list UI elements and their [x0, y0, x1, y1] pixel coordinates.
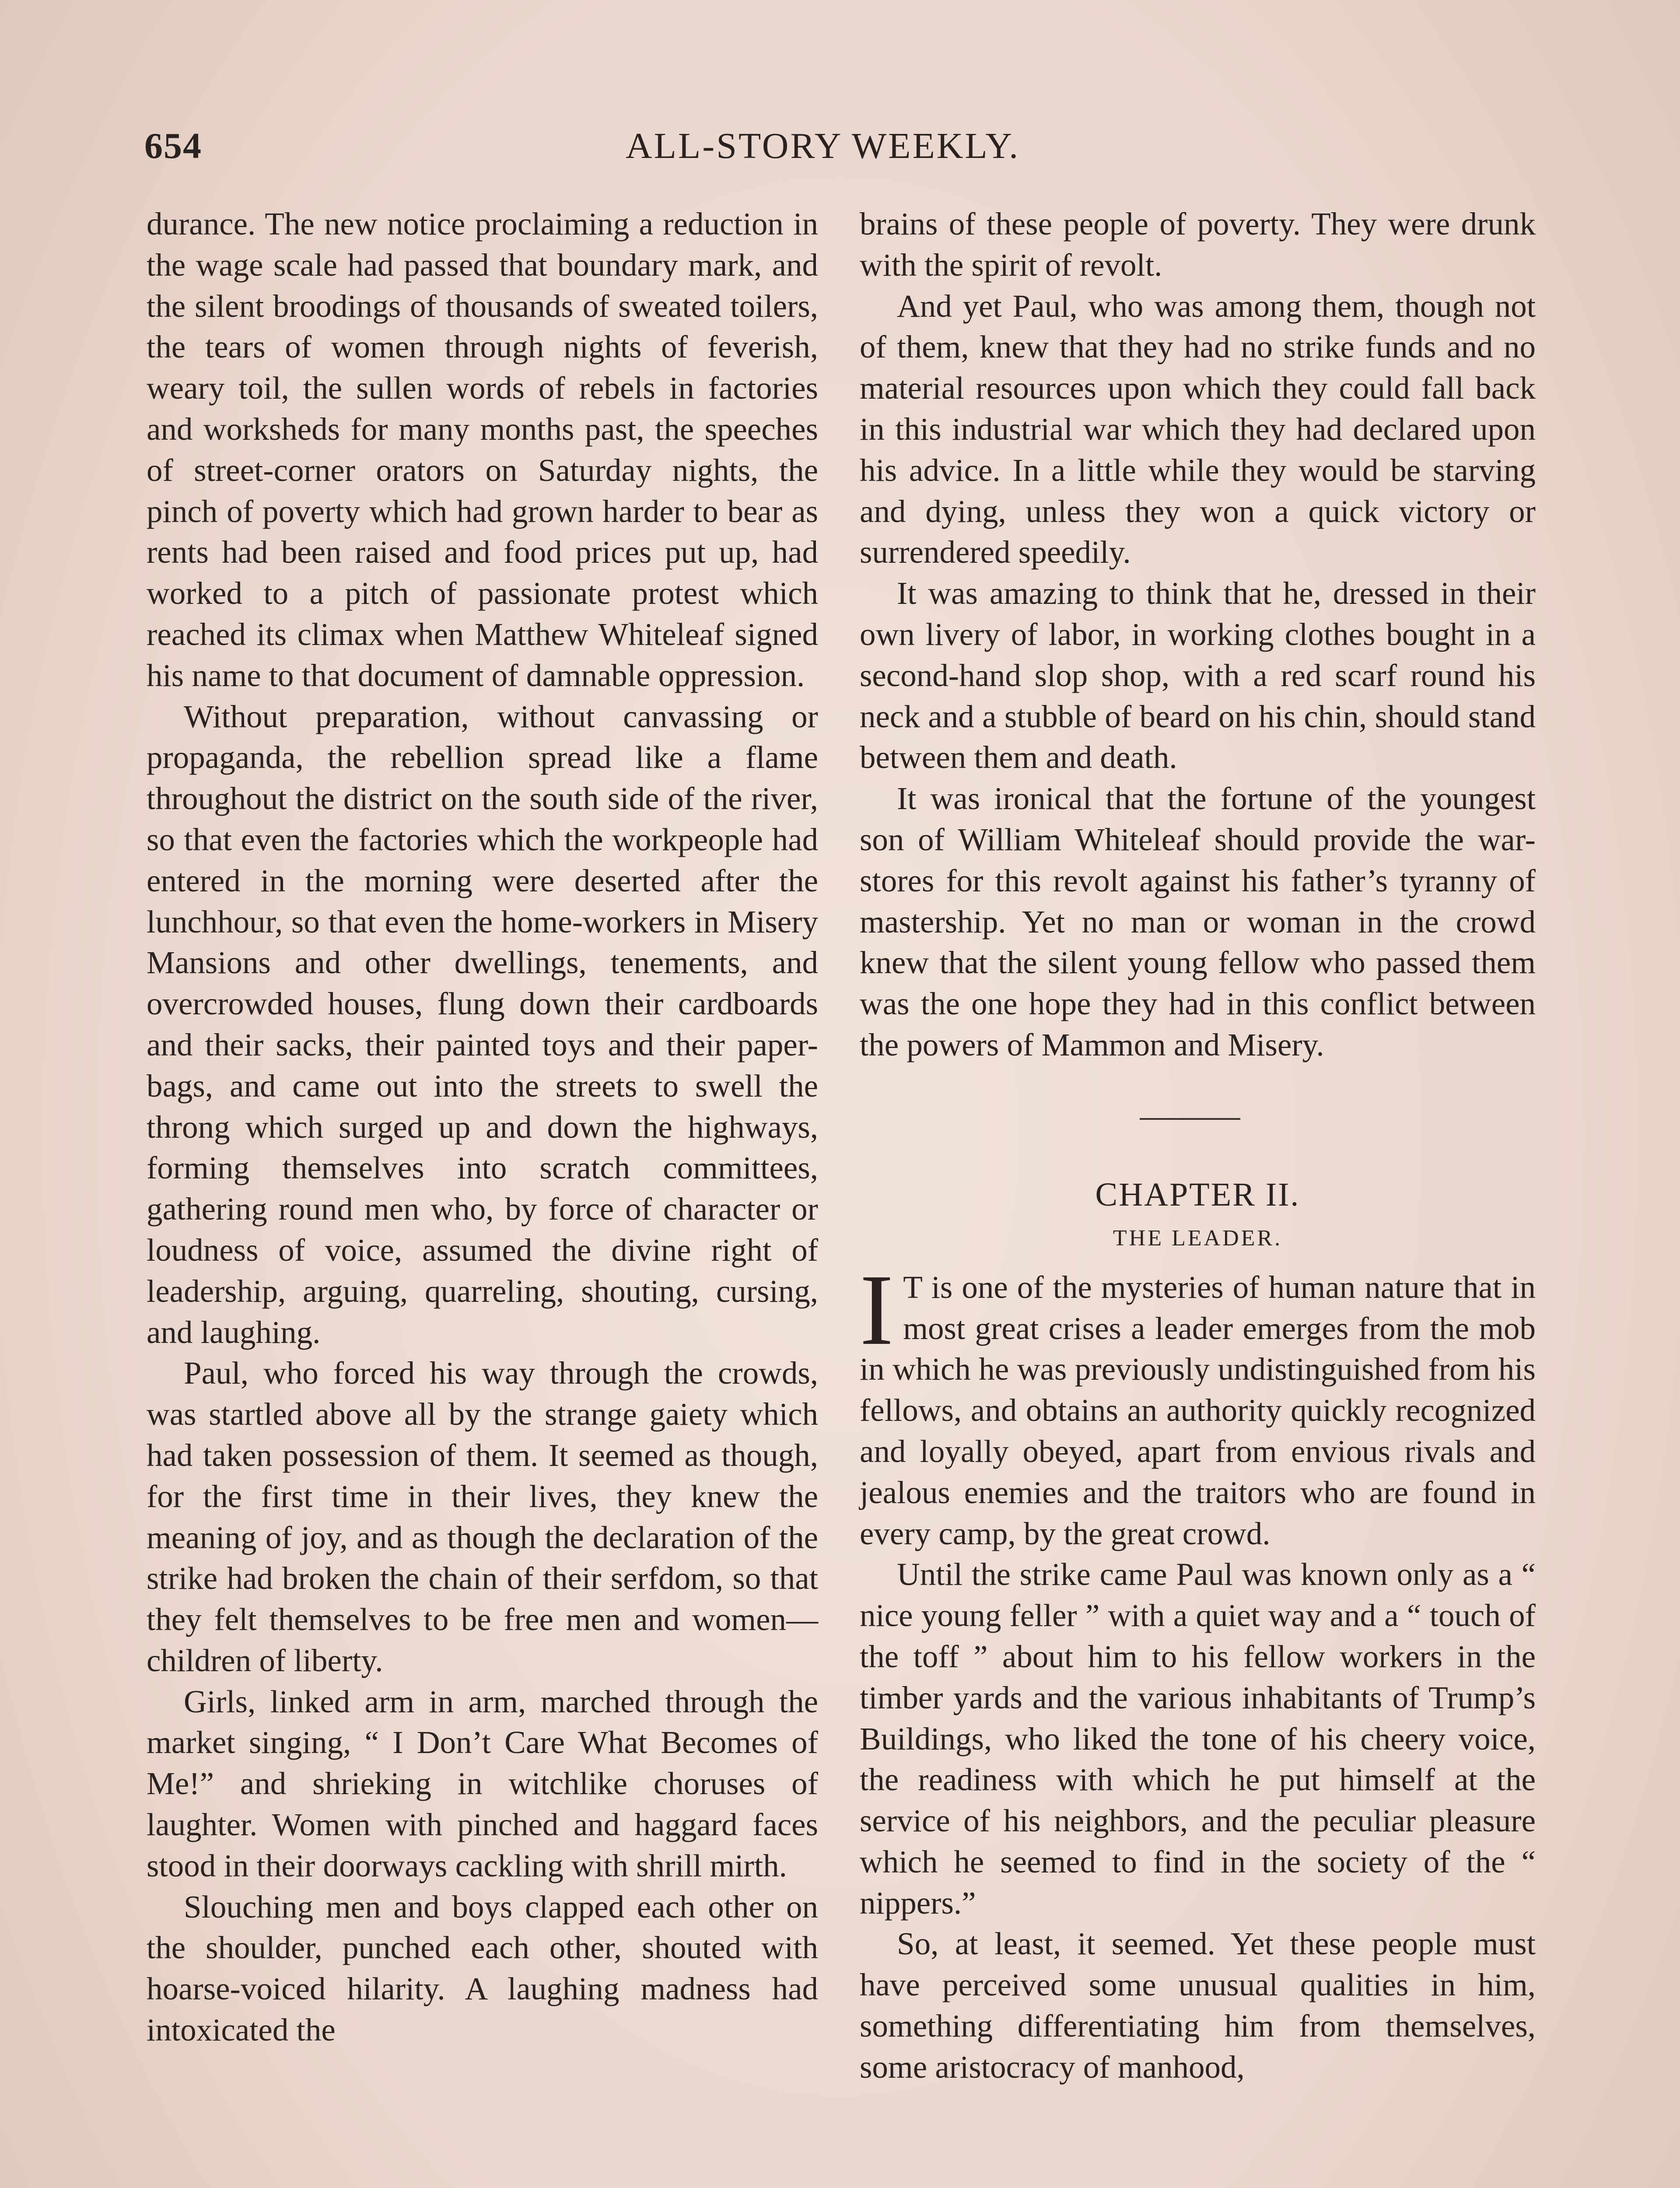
body-paragraph: Paul, who forced his way through the crowds, was startled above all by the strange gaiety which had taken possession of them. It seemed as though, for the first time in their lives, they knew the meaning of joy, and as though the declaration of the strike had broken the chain of their serfdom, so that they felt themselves to be free men and women—children of liberty. — [147, 1355, 818, 1678]
right-column — [860, 203, 1536, 2088]
body-paragraph: durance. The new notice proclaiming a reduction in the wage scale had passed that boundary mark, and the silent broodings of thousands of sweated toilers, the tears of women through nights of feverish, weary toil, the sullen words of rebels in factories and worksheds for many months past, the speeches of street-corner orators on Saturday nights, the pinch of poverty which had grown harder to bear as rents had been raised and food prices put up, had worked to a pitch of passionate protest which reached its climax when Matthew Whiteleaf signed his name to that document of damnable oppression. — [147, 206, 818, 693]
body-paragraph: So, at least, it seemed. Yet these people must have perceived some unusual qualities in him, something differentiating him from themselves, some aristocracy of manhood, — [860, 1926, 1536, 2085]
body-paragraph: Slouching men and boys clapped each other on the shoulder, punched each other, shouted with hoarse-voiced hilarity. A laughing madness had intoxicated the — [147, 1889, 818, 2048]
drop-cap: I — [860, 1253, 894, 1366]
chapter-opening-paragraph — [860, 1253, 1536, 1554]
body-paragraph: Until the strike came Paul was known only as a “ nice young feller ” with a quiet way and a “ touch of the toff ” about him to his fellow workers in the timber yards and the various inhabitants of Trump’s Buildings, who liked the tone of his cheery voice, the readiness with which he put himself at the service of his neighbors, and the peculiar pleasure which he seemed to find in the society of the “ nippers.” — [860, 1557, 1536, 1921]
divider-rule — [1140, 1118, 1240, 1120]
chapter-heading: CHAPTER II. — [1095, 1176, 1300, 1213]
body-paragraph: brains of these people of poverty. They were drunk with the spirit of revolt. — [860, 206, 1536, 283]
body-paragraph: It was amazing to think that he, dressed in their own livery of labor, in working clothes bought in a second-hand slop shop, with a red scarf round his neck and a stubble of beard on his chin, should stand between them and death. — [860, 575, 1536, 775]
section-divider — [860, 1066, 1536, 1171]
body-paragraph: And yet Paul, who was among them, though not of them, knew that they had no strike funds and no material resources upon which they could fall back in this industrial war which they had declared upon his advice. In a little while they would be starving and dying, unless they won a quick victory or surrendered speedily. — [860, 288, 1536, 570]
body-paragraph: Girls, linked arm in arm, marched through the market singing, “ I Don’t Care What Becomes of Me!” and shrieking in witchlike choruses of laughter. Women with pinched and haggard faces stood in their doorways cackling with shrill mirth. — [147, 1683, 818, 1883]
opening-text: T is one of the mysteries of human nature that in most great crises a leader emerges from the mob in which he was previously undistinguished from his fellows, and obtains an authority quickly recognized and loyally obeyed, apart from envious rivals and jealous enemies and the traitors who are found in every camp, by the great crowd. — [860, 1269, 1536, 1551]
page-header — [144, 125, 1536, 177]
chapter-subtitle: THE LEADER. — [1113, 1225, 1283, 1251]
running-title: ALL-STORY WEEKLY. — [626, 126, 1020, 166]
body-paragraph: It was ironical that the fortune of the youngest son of William Whiteleaf should provide the war-stores for this revolt against his father’s tyranny of mastership. Yet no man or woman in the crowd knew that the silent young fellow who passed them was the one hope they had in this conflict between the powers of Mammon and Misery. — [860, 781, 1536, 1062]
body-paragraph: Without preparation, without canvassing or propaganda, the rebellion spread like a flame throughout the district on the south side of the river, so that even the factories which the workpeople had entered in the morning were deserted after the lunchhour, so that even the home-workers in Misery Mansions and other dwellings, tenements, and overcrowded houses, flung down their cardboards and their sacks, their painted toys and their paper-bags, and came out into the streets to swell the throng which surged up and down the highways, forming themselves into scratch committees, gathering round men who, by force of character or loudness of voice, assumed the divine right of leadership, arguing, quarreling, shouting, cursing, and laughing. — [147, 698, 818, 1350]
page-number: 654 — [144, 126, 202, 166]
left-column — [147, 203, 818, 2051]
